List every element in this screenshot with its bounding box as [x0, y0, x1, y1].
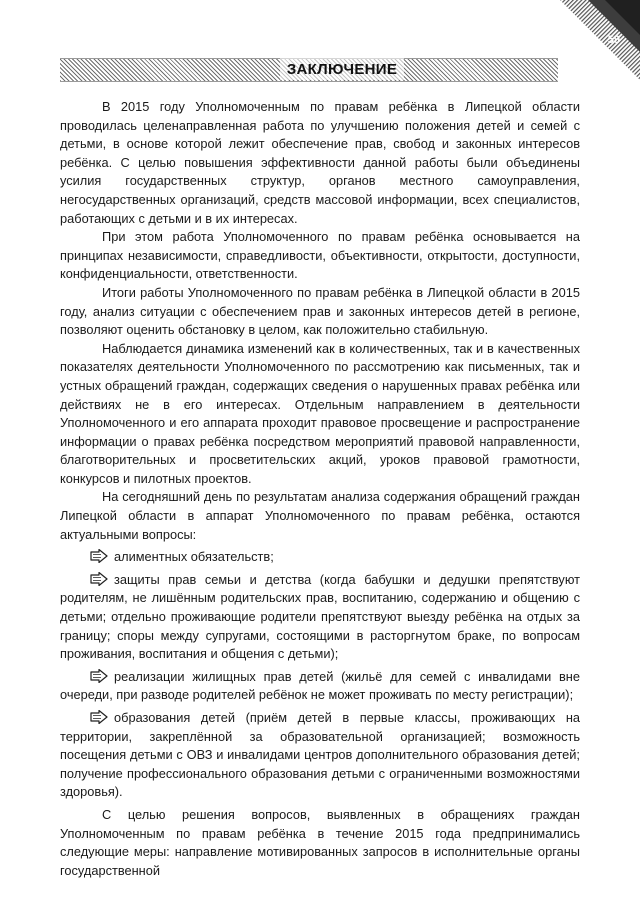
arrow-right-icon: [90, 549, 108, 563]
bullet-text: образования детей (приём детей в первые классы, проживающих на территории, закреплённой за образовательной организацией; возможность посещения детьми с ОВЗ и инвалидами центров дополнительного образования детей; получение профессионального образования детьми с ограниченными возможностями здоровья).: [60, 710, 580, 800]
bullet-text: алиментных обязательств;: [114, 549, 274, 565]
bullet-item: [60, 668, 580, 705]
paragraph: На сегодняшний день по результатам анализа содержания обращений граждан Липецкой области в аппарат Уполномоченного по правам ребёнка, остаются актуальными вопросы:: [60, 489, 580, 542]
bullet-item: [60, 709, 580, 802]
arrow-right-icon: [90, 710, 108, 724]
bullet-item: [60, 571, 580, 664]
arrow-right-icon: [90, 572, 108, 586]
bullet-text: реализации жилищных прав детей (жильё для семей с инвалидами вне очереди, при разводе родителей ребёнок не может проживать по месту регистрации);: [60, 668, 580, 703]
paragraph: При этом работа Уполномоченного по правам ребёнка основывается на принципах независимости, справедливости, объективности, открытости, доступности, конфиденциальности, ответственности.: [60, 229, 580, 282]
page-title: ЗАКЛЮЧЕНИЕ: [280, 58, 404, 80]
corner-decoration: [530, 0, 640, 110]
bullet-text: защиты прав семьи и детства (когда бабушки и дедушки препятствуют родителям, не лишённым родительских прав, воспитанию, содержанию и общению с детьми; отдельно проживающие родители препятствуют выезду ребёнка на отдых за границу; споры между супругами, состоящими в расторгнутом браке, по вопросам проживания, воспитания и общения с детьми);: [60, 571, 580, 662]
page-number: 59: [607, 34, 620, 46]
document-body: [60, 98, 580, 880]
paragraph: В 2015 году Уполномоченным по правам ребёнка в Липецкой области проводилась целенаправленная работа по улучшению положения детей и семей с детьми, в основе которой лежит обеспечение прав, свобод и законных интересов ребёнка. С целью повышения эффективности данной работы были объединены усилия государственных структур, органов местного самоуправления, негосударственных организаций, средств массовой информации, всех специалистов, работающих с детьми и в их интересах.: [60, 99, 580, 226]
paragraph: С целью решения вопросов, выявленных в обращениях граждан Уполномоченным по правам ребёнка в течение 2015 года предпринимались следующие меры: направление мотивированных запросов в исполнительные органы государственной: [60, 806, 580, 878]
paragraph: Наблюдается динамика изменений как в количественных, так и в качественных показателях деятельности Уполномоченного по рассмотрению как письменных, так и устных обращений граждан, содержащих сведения о нарушенных правах ребёнка или действиях не в его интересах. Отдельным направлением в деятельности Уполномоченного и его аппарата проходит правовое просвещение и распространение информации о правах ребёнка посредством мероприятий правовой направленности, благотворительных и просветительских акций, уроков правовой грамотности, конкурсов и пилотных проектов.: [60, 340, 580, 486]
bullet-item: [60, 548, 580, 567]
arrow-right-icon: [90, 669, 108, 683]
paragraph: Итоги работы Уполномоченного по правам ребёнка в Липецкой области в 2015 году, анализ ситуации с обеспечением прав и законных интересов детей в регионе, позволяют оценить обстановку в целом, как положительно стабильную.: [60, 284, 580, 338]
